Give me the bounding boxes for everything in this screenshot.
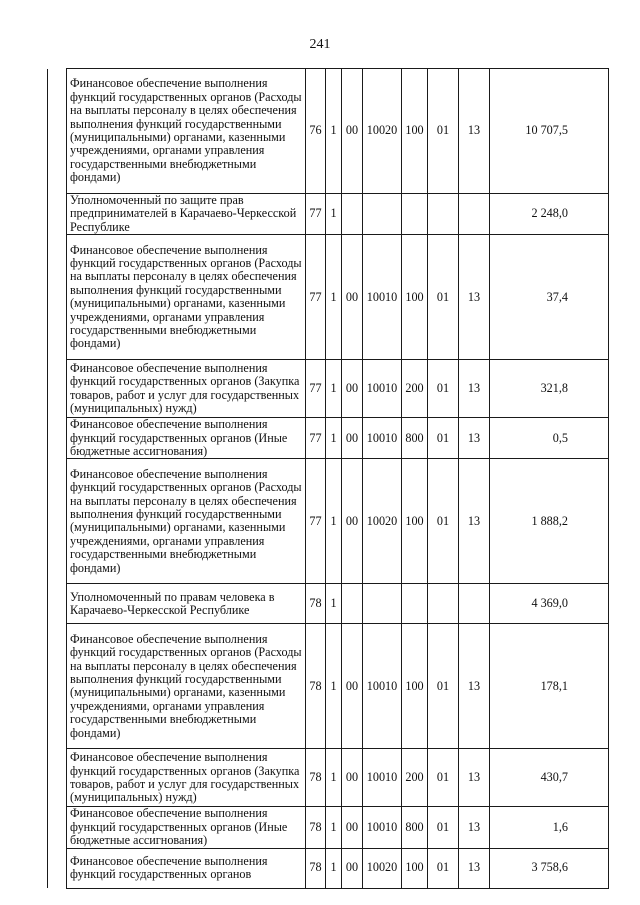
row-code-cell: 200 xyxy=(402,749,428,807)
row-code-cell: 1 xyxy=(326,584,342,624)
row-code-cell: 00 xyxy=(342,418,363,459)
row-code-cell: 100 xyxy=(402,69,428,194)
row-code-cell: 10010 xyxy=(363,360,402,418)
row-name-cell: Финансовое обеспечение выполнения функций государственных органов (Закупка товаров, работ и услуг для государственных (муниципальных) нужд) xyxy=(67,749,306,807)
row-code-cell: 10010 xyxy=(363,418,402,459)
row-blank-cell xyxy=(48,459,67,584)
row-code-cell: 00 xyxy=(342,807,363,848)
row-amount-cell: 4 369,0 xyxy=(490,584,609,624)
row-code-cell: 1 xyxy=(326,749,342,807)
table-row xyxy=(48,69,609,194)
row-code-cell: 10020 xyxy=(363,848,402,888)
row-code-cell: 800 xyxy=(402,418,428,459)
row-code-cell: 78 xyxy=(306,848,326,888)
table-row xyxy=(48,749,609,807)
row-code-cell: 1 xyxy=(326,624,342,749)
row-code-cell xyxy=(402,584,428,624)
row-amount-cell: 3 758,6 xyxy=(490,848,609,888)
row-blank-cell xyxy=(48,807,67,848)
row-code-cell: 00 xyxy=(342,235,363,360)
row-code-cell: 01 xyxy=(428,235,459,360)
row-code-cell: 77 xyxy=(306,418,326,459)
row-amount-cell: 178,1 xyxy=(490,624,609,749)
row-blank-cell xyxy=(48,418,67,459)
row-code-cell: 01 xyxy=(428,848,459,888)
row-code-cell: 1 xyxy=(326,360,342,418)
row-amount-cell: 10 707,5 xyxy=(490,69,609,194)
row-blank-cell xyxy=(48,624,67,749)
row-code-cell xyxy=(428,584,459,624)
row-code-cell: 13 xyxy=(459,69,490,194)
row-code-cell xyxy=(342,194,363,235)
row-amount-cell: 37,4 xyxy=(490,235,609,360)
row-code-cell: 00 xyxy=(342,69,363,194)
row-code-cell: 01 xyxy=(428,749,459,807)
row-amount-cell: 0,5 xyxy=(490,418,609,459)
table-row xyxy=(48,459,609,584)
row-code-cell: 01 xyxy=(428,69,459,194)
row-code-cell: 1 xyxy=(326,807,342,848)
page-number: 241 xyxy=(309,37,331,52)
row-code-cell: 13 xyxy=(459,807,490,848)
row-code-cell: 1 xyxy=(326,459,342,584)
row-code-cell xyxy=(363,584,402,624)
row-amount-cell: 430,7 xyxy=(490,749,609,807)
table-row xyxy=(48,807,609,848)
row-blank-cell xyxy=(48,848,67,888)
row-code-cell: 77 xyxy=(306,459,326,584)
row-name-cell: Уполномоченный по защите прав предпринимателей в Карачаево-Черкесской Республике xyxy=(67,194,306,235)
row-code-cell: 13 xyxy=(459,235,490,360)
row-code-cell: 77 xyxy=(306,194,326,235)
table-row xyxy=(48,584,609,624)
row-amount-cell: 2 248,0 xyxy=(490,194,609,235)
row-name-cell: Уполномоченный по правам человека в Карачаево-Черкесской Республике xyxy=(67,584,306,624)
row-code-cell: 76 xyxy=(306,69,326,194)
row-blank-cell xyxy=(48,584,67,624)
row-name-cell: Финансовое обеспечение выполнения функций государственных органов (Иные бюджетные ассигнования) xyxy=(67,418,306,459)
row-code-cell: 01 xyxy=(428,459,459,584)
row-code-cell: 01 xyxy=(428,360,459,418)
row-blank-cell xyxy=(48,69,67,194)
row-code-cell: 10020 xyxy=(363,69,402,194)
row-code-cell: 100 xyxy=(402,459,428,584)
row-blank-cell xyxy=(48,360,67,418)
row-code-cell xyxy=(459,584,490,624)
row-amount-cell: 1,6 xyxy=(490,807,609,848)
row-code-cell: 01 xyxy=(428,418,459,459)
row-amount-cell: 321,8 xyxy=(490,360,609,418)
row-amount-cell: 1 888,2 xyxy=(490,459,609,584)
table-row xyxy=(48,624,609,749)
row-code-cell xyxy=(363,194,402,235)
row-code-cell: 100 xyxy=(402,235,428,360)
row-code-cell: 1 xyxy=(326,69,342,194)
row-code-cell: 1 xyxy=(326,235,342,360)
row-name-cell: Финансовое обеспечение выполнения функций государственных органов (Иные бюджетные ассигнования) xyxy=(67,807,306,848)
row-code-cell: 800 xyxy=(402,807,428,848)
row-code-cell: 77 xyxy=(306,235,326,360)
table-row xyxy=(48,360,609,418)
table-row xyxy=(48,418,609,459)
row-code-cell: 78 xyxy=(306,807,326,848)
row-blank-cell xyxy=(48,194,67,235)
row-code-cell: 01 xyxy=(428,807,459,848)
row-code-cell: 78 xyxy=(306,749,326,807)
row-code-cell: 1 xyxy=(326,194,342,235)
row-code-cell: 00 xyxy=(342,360,363,418)
row-code-cell: 00 xyxy=(342,848,363,888)
row-blank-cell xyxy=(48,235,67,360)
row-code-cell: 10010 xyxy=(363,624,402,749)
row-code-cell: 00 xyxy=(342,459,363,584)
row-name-cell: Финансовое обеспечение выполнения функций государственных органов (Расходы на выплаты персоналу в целях обеспечения выполнения функций государственными (муниципальными) органами, казенными учреждениями, органами управления государственными внебюджетными фондами) xyxy=(67,69,306,194)
row-code-cell xyxy=(428,194,459,235)
row-code-cell xyxy=(459,194,490,235)
row-code-cell: 00 xyxy=(342,749,363,807)
table-row xyxy=(48,194,609,235)
row-name-cell: Финансовое обеспечение выполнения функций государственных органов (Расходы на выплаты персоналу в целях обеспечения выполнения функций государственными (муниципальными) органами, казенными учреждениями, органами управления государственными внебюджетными фондами) xyxy=(67,624,306,749)
row-code-cell: 00 xyxy=(342,624,363,749)
row-code-cell: 1 xyxy=(326,848,342,888)
row-code-cell: 78 xyxy=(306,584,326,624)
row-code-cell: 200 xyxy=(402,360,428,418)
row-code-cell: 13 xyxy=(459,459,490,584)
row-code-cell: 10010 xyxy=(363,235,402,360)
row-code-cell: 77 xyxy=(306,360,326,418)
row-code-cell: 01 xyxy=(428,624,459,749)
table-row xyxy=(48,848,609,888)
row-code-cell: 100 xyxy=(402,624,428,749)
row-name-cell: Финансовое обеспечение выполнения функций государственных органов (Расходы на выплаты персоналу в целях обеспечения выполнения функций государственными (муниципальными) органами, казенными учреждениями, органами управления государственными внебюджетными фондами) xyxy=(67,235,306,360)
table-row xyxy=(48,235,609,360)
row-code-cell: 1 xyxy=(326,418,342,459)
row-blank-cell xyxy=(48,749,67,807)
row-code-cell: 10010 xyxy=(363,807,402,848)
row-code-cell: 78 xyxy=(306,624,326,749)
row-name-cell: Финансовое обеспечение выполнения функций государственных органов xyxy=(67,848,306,888)
row-code-cell: 13 xyxy=(459,848,490,888)
row-code-cell: 10020 xyxy=(363,459,402,584)
row-code-cell: 13 xyxy=(459,418,490,459)
row-code-cell xyxy=(402,194,428,235)
row-code-cell: 10010 xyxy=(363,749,402,807)
budget-table xyxy=(47,68,609,889)
row-code-cell: 13 xyxy=(459,624,490,749)
row-code-cell: 13 xyxy=(459,360,490,418)
row-code-cell xyxy=(342,584,363,624)
row-name-cell: Финансовое обеспечение выполнения функций государственных органов (Расходы на выплаты персоналу в целях обеспечения выполнения функций государственными (муниципальными) органами, казенными учреждениями, органами управления государственными внебюджетными фондами) xyxy=(67,459,306,584)
row-code-cell: 13 xyxy=(459,749,490,807)
row-code-cell: 100 xyxy=(402,848,428,888)
row-name-cell: Финансовое обеспечение выполнения функций государственных органов (Закупка товаров, работ и услуг для государственных (муниципальных) нужд) xyxy=(67,360,306,418)
